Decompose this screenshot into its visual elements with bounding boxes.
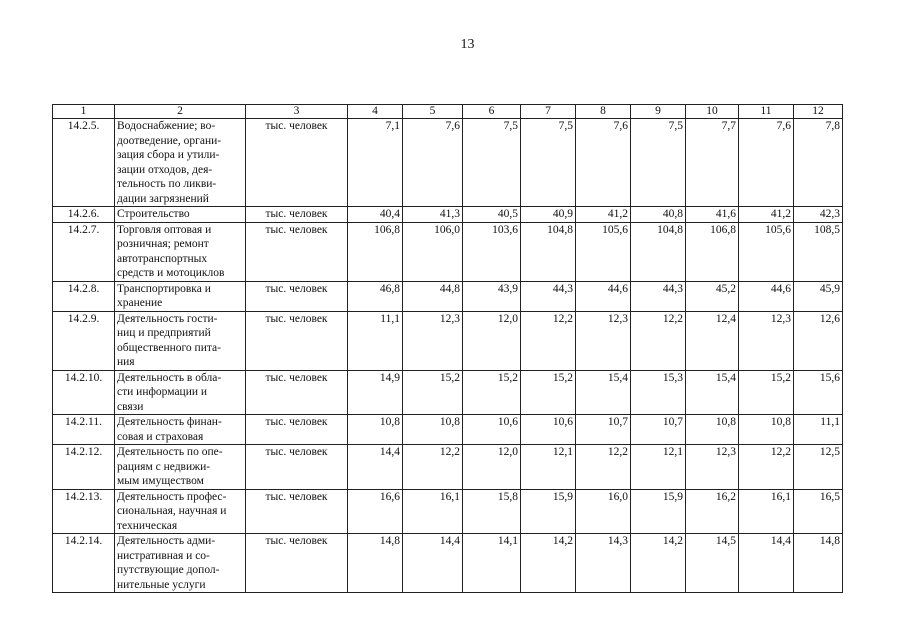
row-code: 14.2.12. (53, 445, 115, 490)
value-cell: 10,8 (403, 415, 463, 445)
row-unit: тыс. человек (246, 370, 348, 415)
value-cell: 7,5 (463, 119, 521, 207)
row-code: 14.2.10. (53, 370, 115, 415)
table-header (53, 105, 843, 119)
activity-name-line: Водоснабжение; во- (117, 120, 216, 132)
table-row (53, 534, 843, 593)
value-cell: 10,7 (631, 415, 686, 445)
value-cell: 16,1 (403, 489, 463, 534)
row-activity-name (115, 489, 246, 534)
value-cell: 44,6 (576, 281, 631, 311)
value-cell: 12,3 (576, 311, 631, 370)
value-cell: 12,1 (521, 445, 576, 490)
table-row (53, 119, 843, 207)
activity-name-line: связи (117, 400, 144, 413)
activity-name-line: Транспортировка и (117, 282, 211, 295)
activity-name-line: доотведение, органи- (117, 134, 222, 147)
value-cell: 15,9 (521, 489, 576, 534)
row-activity-name (115, 445, 246, 490)
value-cell: 40,5 (463, 207, 521, 223)
value-cell: 40,9 (521, 207, 576, 223)
row-activity-name (115, 281, 246, 311)
value-cell: 16,5 (794, 489, 843, 534)
row-unit: тыс. человек (246, 534, 348, 593)
value-cell: 46,8 (348, 281, 403, 311)
value-cell: 104,8 (631, 222, 686, 281)
activity-name-line: Деятельность в обла- (117, 371, 222, 384)
value-cell: 10,6 (521, 415, 576, 445)
value-cell: 16,0 (576, 489, 631, 534)
value-cell: 15,6 (794, 370, 843, 415)
column-header-5: 5 (403, 105, 463, 119)
value-cell: 16,6 (348, 489, 403, 534)
value-cell: 7,7 (686, 119, 739, 207)
value-cell: 12,3 (739, 311, 794, 370)
activity-name-line: Торговля оптовая и (117, 223, 212, 236)
value-cell: 15,9 (631, 489, 686, 534)
row-activity-name (115, 534, 246, 593)
row-code: 14.2.5. (53, 119, 115, 207)
row-unit: тыс. человек (246, 415, 348, 445)
value-cell: 44,3 (521, 281, 576, 311)
activity-name-line: хранение (117, 297, 163, 309)
value-cell: 14,1 (463, 534, 521, 593)
value-cell: 12,2 (631, 311, 686, 370)
row-unit: тыс. человек (246, 311, 348, 370)
value-cell: 11,1 (348, 311, 403, 370)
column-header-11: 11 (739, 105, 794, 119)
value-cell: 11,1 (794, 415, 843, 445)
value-cell: 105,6 (739, 222, 794, 281)
value-cell: 12,0 (463, 311, 521, 370)
value-cell: 45,9 (794, 281, 843, 311)
value-cell: 44,6 (739, 281, 794, 311)
activity-name-line: зация сбора и утили- (117, 149, 220, 161)
activity-name-line: техническая (117, 519, 178, 532)
column-header-9: 9 (631, 105, 686, 119)
activity-name-line: тельность по ликви- (117, 178, 217, 190)
activity-name-line: рациям с недвижи- (117, 460, 211, 473)
value-cell: 104,8 (521, 222, 576, 281)
page-number: 13 (460, 37, 475, 52)
row-unit: тыс. человек (246, 222, 348, 281)
activity-name-line: дации загрязнений (117, 192, 209, 205)
header-row (53, 105, 843, 119)
value-cell: 15,4 (686, 370, 739, 415)
activity-name-line: Деятельность адми- (117, 535, 216, 547)
value-cell: 14,9 (348, 370, 403, 415)
column-header-6: 6 (463, 105, 521, 119)
row-code: 14.2.9. (53, 311, 115, 370)
value-cell: 14,5 (686, 534, 739, 593)
value-cell: 14,4 (348, 445, 403, 490)
row-code: 14.2.13. (53, 489, 115, 534)
row-code: 14.2.7. (53, 222, 115, 281)
value-cell: 106,8 (348, 222, 403, 281)
value-cell: 12,2 (521, 311, 576, 370)
value-cell: 12,2 (739, 445, 794, 490)
value-cell: 41,2 (576, 207, 631, 223)
value-cell: 12,5 (794, 445, 843, 490)
value-cell: 12,3 (686, 445, 739, 490)
row-unit: тыс. человек (246, 119, 348, 207)
activity-name-line: Деятельность гости- (117, 312, 218, 325)
value-cell: 15,8 (463, 489, 521, 534)
row-activity-name (115, 222, 246, 281)
value-cell: 12,4 (686, 311, 739, 370)
row-unit: тыс. человек (246, 445, 348, 490)
value-cell: 12,1 (631, 445, 686, 490)
column-header-3: 3 (246, 105, 348, 119)
value-cell: 7,5 (631, 119, 686, 207)
table-body (53, 119, 843, 593)
table-row (53, 207, 843, 223)
value-cell: 7,6 (403, 119, 463, 207)
activity-name-line: ния (117, 356, 135, 368)
column-header-4: 4 (348, 105, 403, 119)
activity-name-line: Деятельность финан- (117, 416, 222, 428)
value-cell: 14,3 (576, 534, 631, 593)
row-unit: тыс. человек (246, 207, 348, 223)
activity-name-line: общественного пита- (117, 341, 221, 354)
table-row (53, 445, 843, 490)
value-cell: 42,3 (794, 207, 843, 223)
value-cell: 7,8 (794, 119, 843, 207)
value-cell: 15,2 (739, 370, 794, 415)
value-cell: 16,2 (686, 489, 739, 534)
value-cell: 10,6 (463, 415, 521, 445)
value-cell: 105,6 (576, 222, 631, 281)
activity-name-line: сиональная, научная и (117, 505, 227, 517)
row-code: 14.2.8. (53, 281, 115, 311)
value-cell: 12,2 (576, 445, 631, 490)
table-row (53, 489, 843, 534)
value-cell: 41,3 (403, 207, 463, 223)
value-cell: 7,1 (348, 119, 403, 207)
value-cell: 12,3 (403, 311, 463, 370)
value-cell: 41,2 (739, 207, 794, 223)
activity-name-line: путствующие допол- (117, 564, 220, 576)
row-activity-name (115, 119, 246, 207)
activity-name-line: автотранспортных (117, 252, 208, 265)
row-unit: тыс. человек (246, 281, 348, 311)
value-cell: 7,5 (521, 119, 576, 207)
column-header-10: 10 (686, 105, 739, 119)
activity-name-line: ниц и предприятий (117, 327, 211, 339)
value-cell: 44,8 (403, 281, 463, 311)
activity-name-line: совая и страховая (117, 430, 204, 443)
value-cell: 10,8 (348, 415, 403, 445)
value-cell: 43,9 (463, 281, 521, 311)
row-activity-name (115, 415, 246, 445)
table-row (53, 281, 843, 311)
value-cell: 44,3 (631, 281, 686, 311)
table-row (53, 415, 843, 445)
value-cell: 40,8 (631, 207, 686, 223)
value-cell: 41,6 (686, 207, 739, 223)
value-cell: 15,2 (521, 370, 576, 415)
value-cell: 15,2 (463, 370, 521, 415)
activity-name-line: Деятельность по опе- (117, 446, 223, 458)
activity-name-line: нистративная и со- (117, 549, 210, 562)
table-row (53, 222, 843, 281)
value-cell: 16,1 (739, 489, 794, 534)
value-cell: 14,4 (739, 534, 794, 593)
value-cell: 14,4 (403, 534, 463, 593)
value-cell: 14,2 (631, 534, 686, 593)
column-header-7: 7 (521, 105, 576, 119)
activity-name-line: сти информации и (117, 386, 208, 398)
row-code: 14.2.14. (53, 534, 115, 593)
value-cell: 14,8 (794, 534, 843, 593)
value-cell: 14,2 (521, 534, 576, 593)
value-cell: 7,6 (576, 119, 631, 207)
value-cell: 10,7 (576, 415, 631, 445)
activity-name-line: нительные услуги (117, 578, 206, 591)
value-cell: 12,2 (403, 445, 463, 490)
activity-name-line: розничная; ремонт (117, 238, 209, 250)
value-cell: 12,6 (794, 311, 843, 370)
row-activity-name (115, 207, 246, 223)
value-cell: 10,8 (686, 415, 739, 445)
column-header-8: 8 (576, 105, 631, 119)
activity-name-line: мым имуществом (117, 475, 204, 487)
statistics-table (52, 104, 843, 593)
activity-name-line: средств и мотоциклов (117, 267, 225, 279)
value-cell: 40,4 (348, 207, 403, 223)
activity-name-line: Строительство (117, 208, 190, 220)
value-cell: 10,8 (739, 415, 794, 445)
value-cell: 106,8 (686, 222, 739, 281)
value-cell: 15,4 (576, 370, 631, 415)
table-row (53, 370, 843, 415)
value-cell: 108,5 (794, 222, 843, 281)
value-cell: 15,3 (631, 370, 686, 415)
value-cell: 106,0 (403, 222, 463, 281)
value-cell: 45,2 (686, 281, 739, 311)
row-activity-name (115, 311, 246, 370)
value-cell: 12,0 (463, 445, 521, 490)
row-activity-name (115, 370, 246, 415)
column-header-12: 12 (794, 105, 843, 119)
row-code: 14.2.11. (53, 415, 115, 445)
table-row (53, 311, 843, 370)
value-cell: 14,8 (348, 534, 403, 593)
value-cell: 103,6 (463, 222, 521, 281)
activity-name-line: Деятельность профес- (117, 490, 227, 503)
value-cell: 15,2 (403, 370, 463, 415)
value-cell: 7,6 (739, 119, 794, 207)
row-code: 14.2.6. (53, 207, 115, 223)
column-header-1: 1 (53, 105, 115, 119)
column-header-2: 2 (115, 105, 246, 119)
activity-name-line: зации отходов, дея- (117, 163, 213, 176)
row-unit: тыс. человек (246, 489, 348, 534)
